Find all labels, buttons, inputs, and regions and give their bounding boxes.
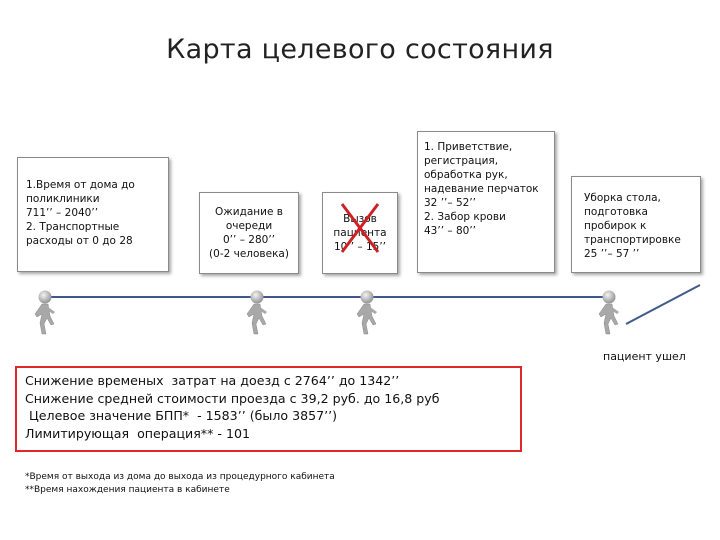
walking-person-icon — [240, 290, 274, 336]
summary-line: Снижение временых затрат на доезд с 2764’’ до 1342’’ — [25, 373, 400, 388]
summary-box — [15, 366, 522, 452]
step-text-call-patient: Вызов пациента – — [333, 213, 387, 253]
end-label: пациент ушел — [603, 350, 686, 363]
walking-person-icon — [350, 290, 384, 336]
step-box-travel: 1.Время от дома до поликлиники 711’’ – 2040’’ 2. Транспортные расходы от 0 до 28 — [17, 157, 169, 272]
step-box-blood-draw: 1. Приветствие, регистрация, обработка рук, надевание перчаток 32 ’’– 52’’ 2. Забор крови 43’’ – 80’’ — [417, 131, 555, 273]
footnote: **Время нахождения пациента в кабинете — [25, 485, 230, 495]
walking-person-icon — [28, 290, 62, 336]
step-text-queue: Ожидание в очереди 0’’ – 280’’ (0-2 человека) — [209, 206, 289, 260]
summary-line: Целевое значение БПП* - 1583’’ (было 3857’’) — [25, 408, 338, 423]
page-title: Карта целевого состояния — [166, 34, 554, 65]
summary-line: Снижение средней стоимости проезда с 39,2 руб. до 16,8 руб — [25, 390, 440, 406]
step-box-cleanup: Уборка стола, подготовка пробирок к транспортировке 25 ’’– 57 ’’ — [571, 176, 701, 273]
footnotes — [25, 471, 335, 497]
footnote: *Время от выхода из дома до выхода из процедурного кабинета — [25, 472, 335, 482]
summary-line: Лимитирующая операция** - 101 — [25, 425, 250, 441]
walking-person-icon — [592, 290, 626, 336]
